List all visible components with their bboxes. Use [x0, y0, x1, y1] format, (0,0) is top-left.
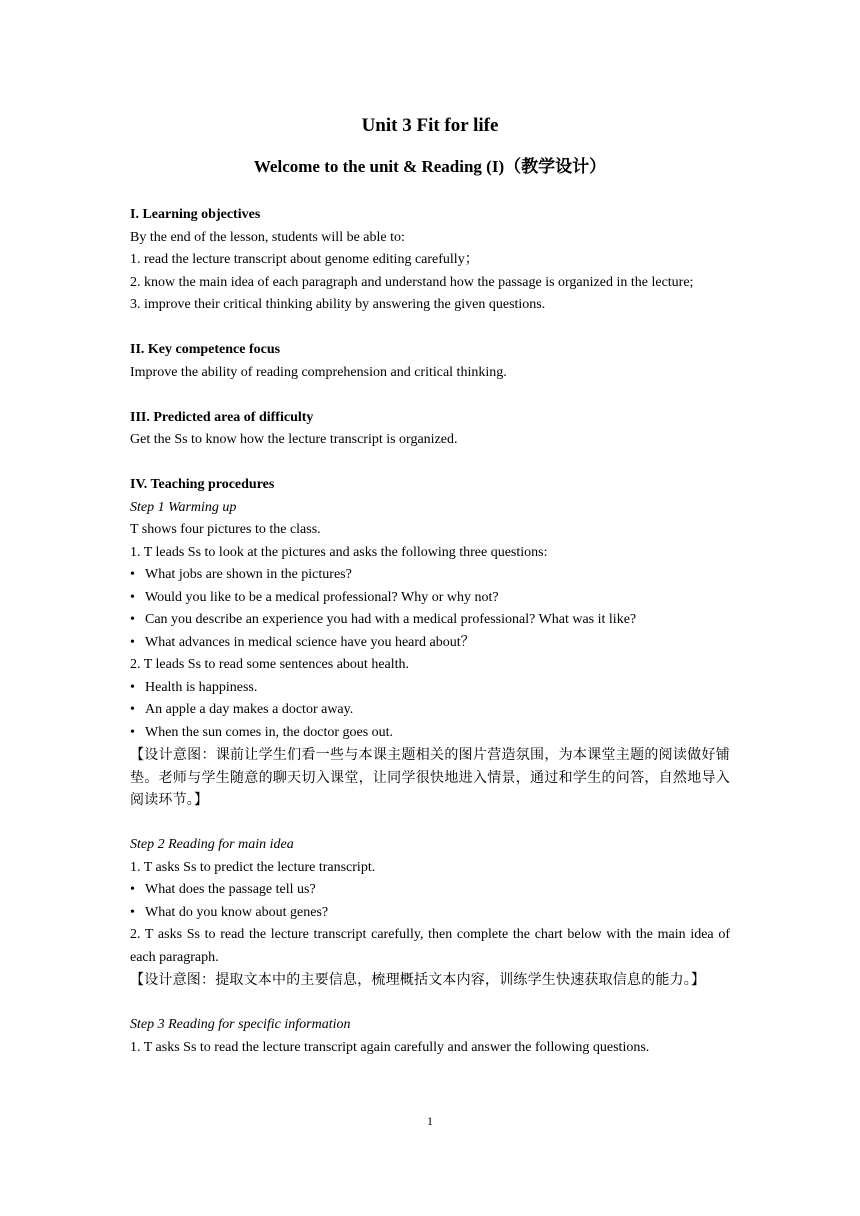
step-line: 1. T leads Ss to look at the pictures and asks the following three questions:	[130, 544, 548, 560]
bullet-item: • What does the passage tell us?	[130, 879, 730, 902]
bullet-item: • What advances in medical science have you heard about？	[130, 632, 730, 655]
section-heading-procedures: IV. Teaching procedures	[130, 477, 275, 492]
competence-text: Improve the ability of reading comprehension and critical thinking.	[130, 364, 507, 380]
bullet-item: • What do you know about genes?	[130, 902, 730, 925]
bullet-item: • Health is happiness.	[130, 677, 730, 700]
step-title: Step 2 Reading for main idea	[130, 837, 294, 852]
page-number: 1	[427, 1114, 433, 1128]
step-line: 1. T asks Ss to predict the lecture transcript.	[130, 859, 376, 875]
document-title: Unit 3 Fit for life	[361, 115, 499, 136]
step-title: Step 1 Warming up	[130, 499, 237, 515]
section-heading-difficulty: III. Predicted area of difficulty	[130, 409, 314, 425]
step-line: 2. T asks Ss to read the lecture transcript carefully, then complete the chart below with the main idea of each paragraph.	[130, 927, 730, 965]
bullet-item: • What jobs are shown in the pictures?	[130, 564, 730, 587]
document-body	[130, 112, 730, 1059]
bullet-item: • When the sun comes in, the doctor goes out.	[130, 722, 730, 745]
document-subtitle: Welcome to the unit & Reading (I)（教学设计）	[253, 157, 607, 176]
section-heading-objectives: I. Learning objectives	[130, 207, 261, 222]
step-line: 2. T leads Ss to read some sentences about health.	[130, 657, 410, 672]
bullet-item: • Can you describe an experience you had with a medical professional? What was it like?	[130, 609, 730, 632]
difficulty-text: Get the Ss to know how the lecture transcript is organized.	[130, 432, 458, 447]
step-line: T shows four pictures to the class.	[130, 522, 321, 537]
section-heading-competence: II. Key competence focus	[130, 342, 281, 357]
step-line: 1. T asks Ss to read the lecture transcript again carefully and answer the following questions.	[130, 1039, 650, 1055]
step-title: Step 3 Reading for specific information	[130, 1017, 351, 1032]
objective-item: 3. improve their critical thinking ability by answering the given questions.	[130, 297, 546, 312]
objective-item: 2. know the main idea of each paragraph and understand how the passage is organized in the lecture;	[130, 274, 694, 290]
bullet-item: • An apple a day makes a doctor away.	[130, 699, 730, 722]
design-intent-note: 【设计意图：提取文本中的主要信息，梳理概括文本内容，训练学生快速获取信息的能力。】	[130, 972, 706, 988]
bullet-item: • Would you like to be a medical professional? Why or why not?	[130, 587, 730, 610]
objectives-intro: By the end of the lesson, students will be able to:	[130, 229, 405, 245]
design-intent-note: 【设计意图：课前让学生们看一些与本课主题相关的图片营造氛围，为本课堂主题的阅读做好铺垫。老师与学生随意的聊天切入课堂，让同学很快地进入情景，通过和学生的问答，自然地导入阅读环节。】	[130, 747, 730, 808]
objective-item: 1. read the lecture transcript about genome editing carefully；	[130, 252, 479, 267]
